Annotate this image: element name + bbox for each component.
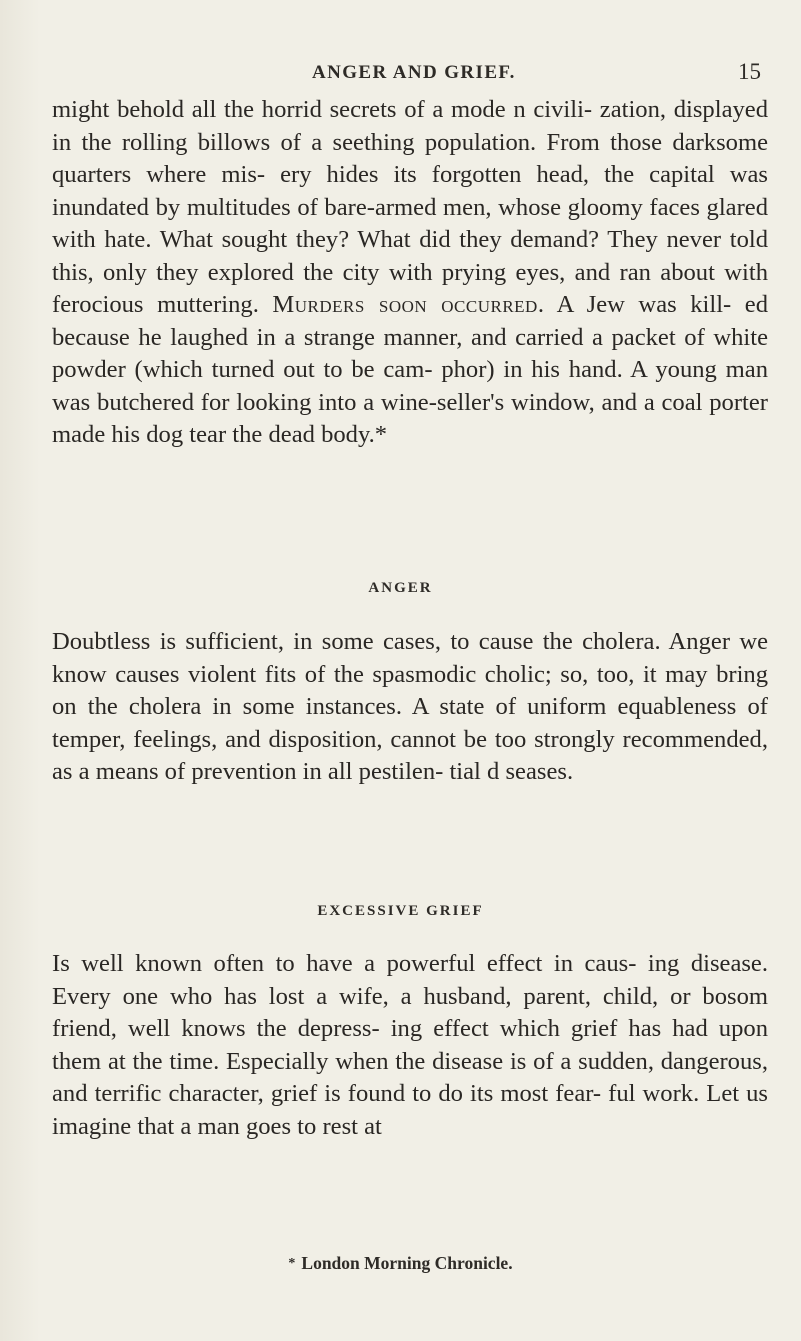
paragraph-anger: Doubtless is sufficient, in some cases, to cause the cholera. Anger we know causes violent fits of the spasmodic cholic; so, too, it may bring on the cholera in some instances. A state of uniform equableness of temper, feelings, and disposition, cannot be too strongly recommended, as a means of prevention in all pestilen- tial d seases.	[52, 628, 768, 785]
page-number: 15	[738, 59, 761, 84]
footnote-text: London Morning Chronicle.	[301, 1253, 513, 1273]
footnote	[0, 1253, 801, 1274]
running-title: ANGER AND GRIEF.	[312, 62, 516, 83]
paragraph-riots-text-1: might behold all the horrid secrets of a mode n civili- zation, displayed in the rolling billows of a seething population. From those darksome quarters where mis- ery hides its forgotten head, the capital was inundated by multitudes of bare-armed men, whose gloomy faces glared with hate. What sought they? What did they demand? They never told this, only they explored the city with prying eyes, and ran about with ferocious muttering.	[52, 96, 768, 318]
section-heading-anger: ANGER	[368, 580, 433, 596]
footnote-marker: *	[288, 1256, 296, 1271]
paragraph-grief: Is well known often to have a powerful effect in caus- ing disease. Every one who has lost a wife, a husband, parent, child, or bosom friend, well knows the depress- ing effect which grief has had upon them at the time. Especially when the disease is of a sudden, dangerous, and terrific character, grief is found to do its most fear- ful work. Let us imagine that a man goes to rest at	[52, 950, 768, 1140]
section-heading-excessive-grief: EXCESSIVE GRIEF	[317, 903, 484, 919]
paragraph-riots	[52, 94, 768, 452]
murders-smallcaps-phrase: Murders soon occurred.	[272, 291, 545, 318]
running-head	[0, 59, 801, 86]
paragraph-riots-text-2: A Jew was kill- ed because he laughed in a strange manner, and carried a packet of white powder (which turned out to be cam- phor) in his hand. A young man was butchered for looking into a wine-seller's window, and a coal porter made his dog tear the dead body.*	[52, 291, 768, 448]
